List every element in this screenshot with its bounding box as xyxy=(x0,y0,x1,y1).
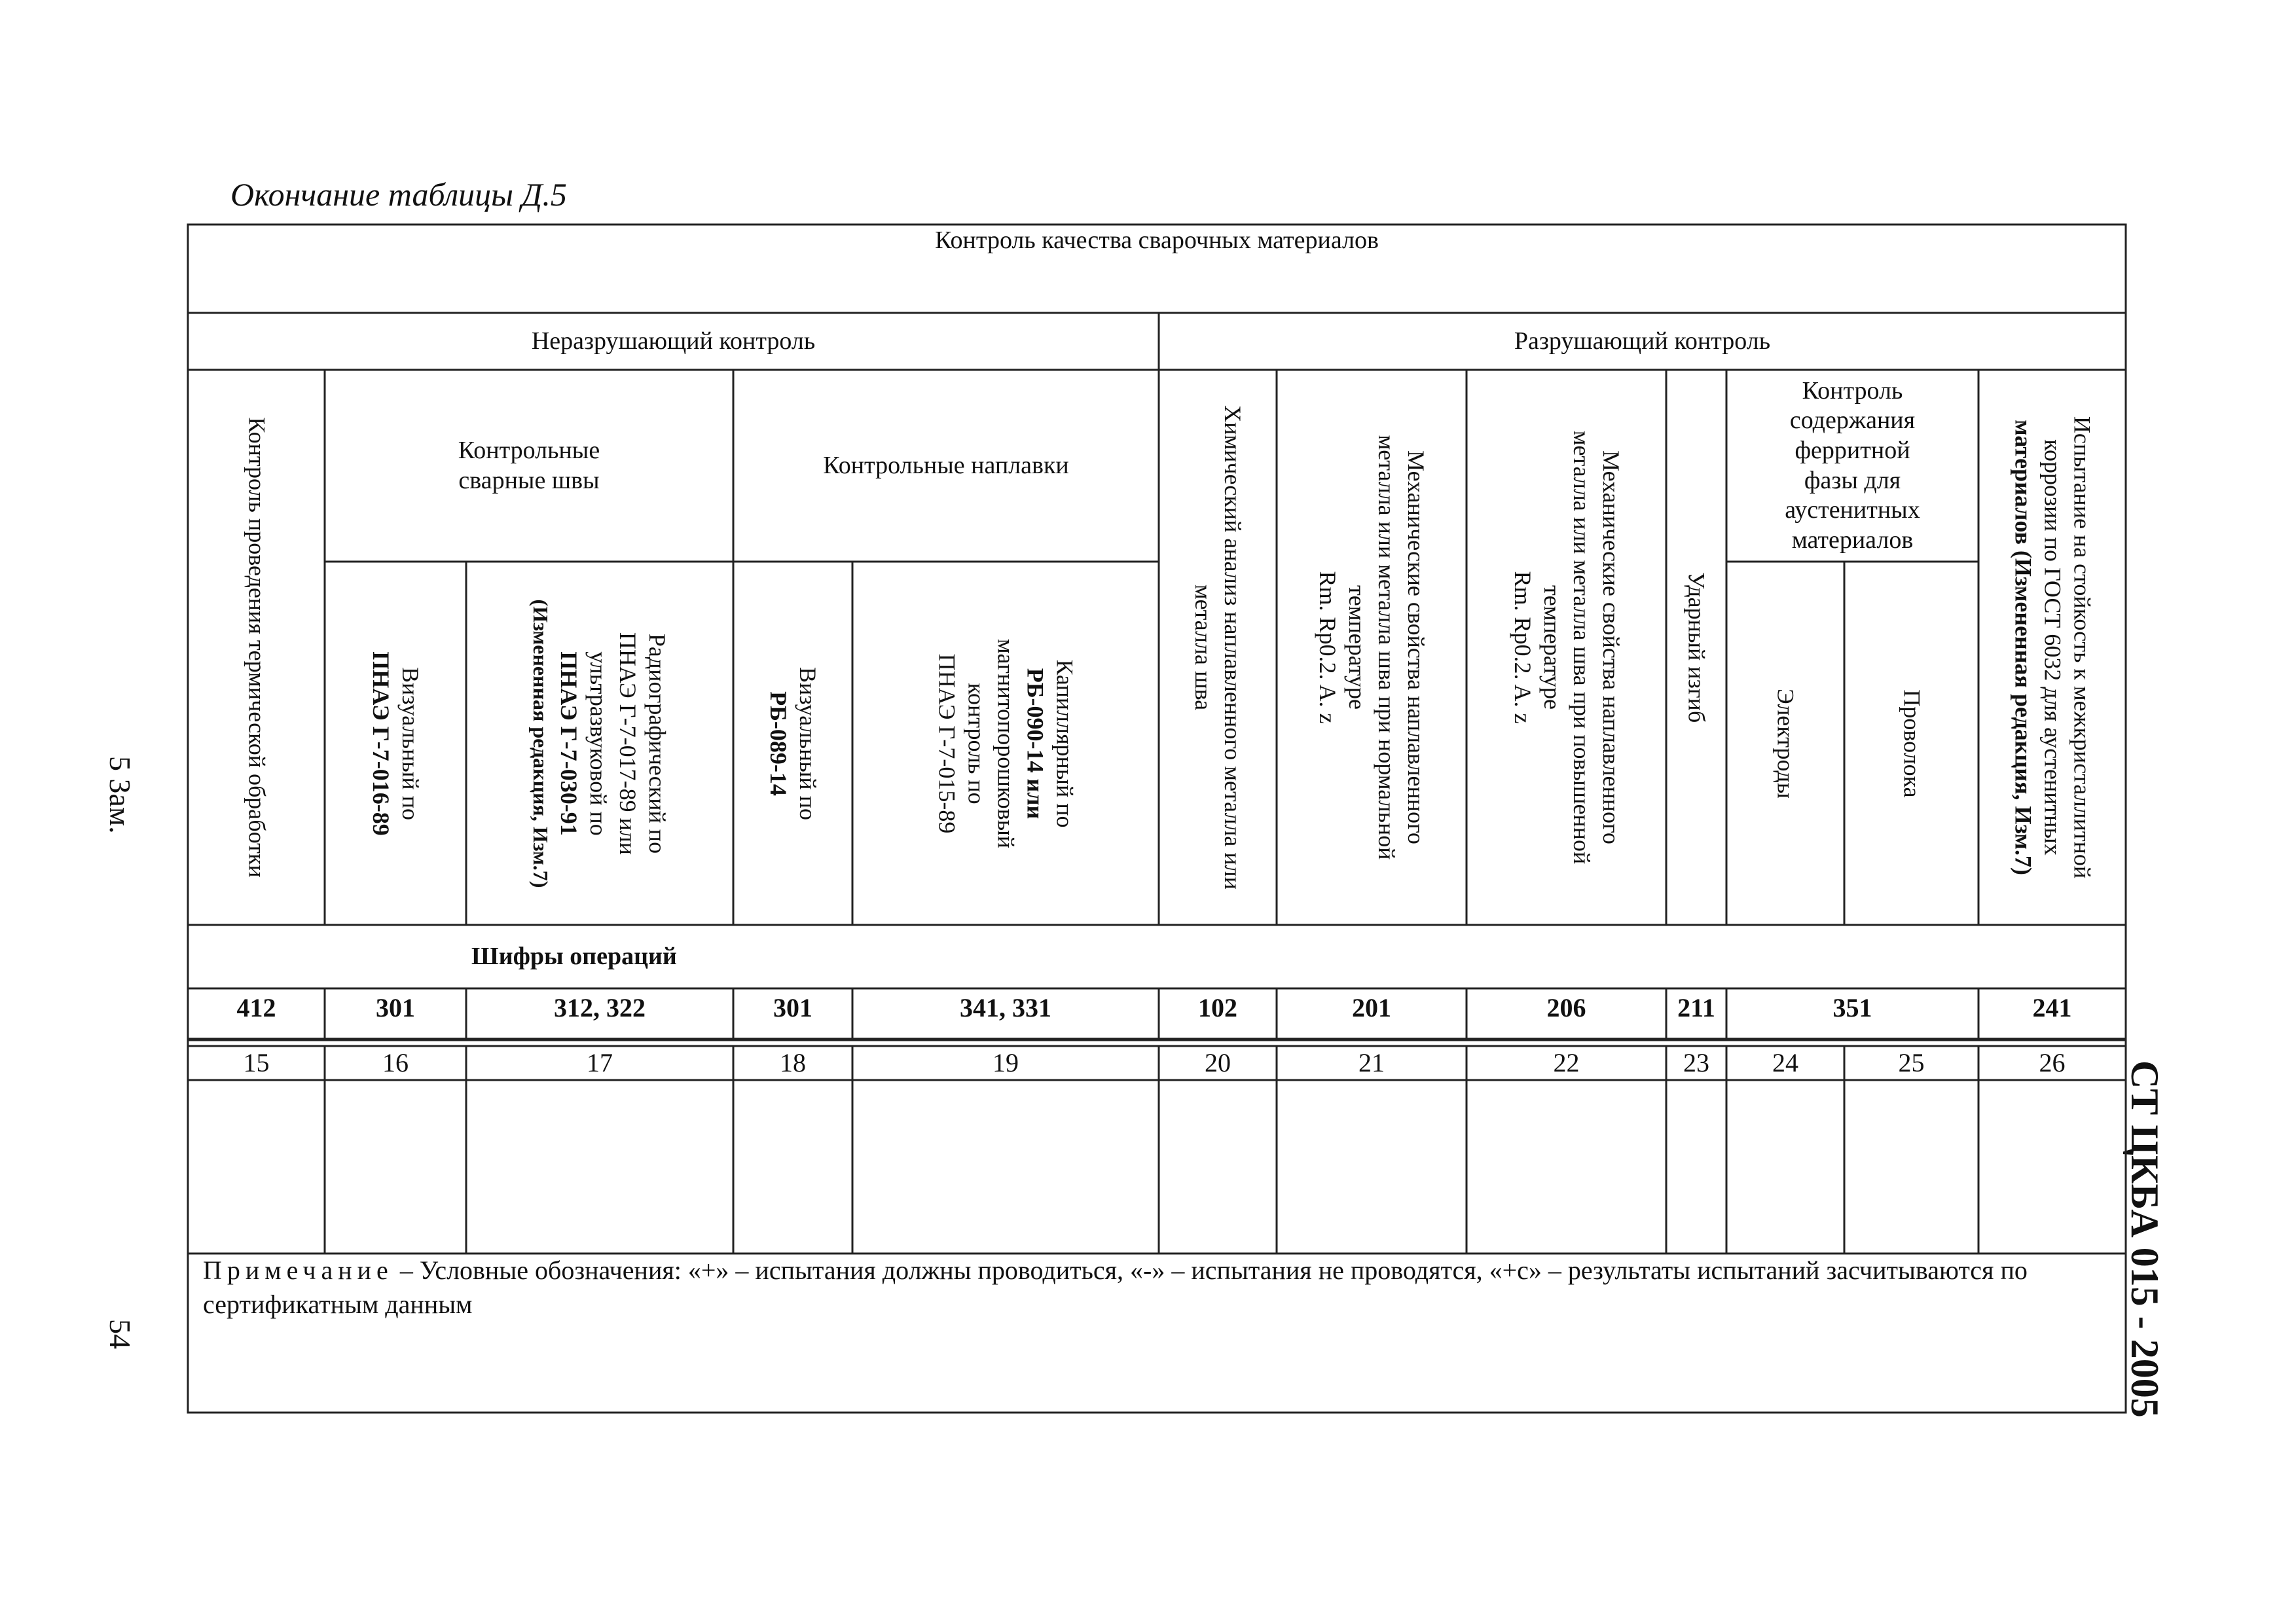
code-cell: 211 xyxy=(1677,993,1715,1022)
header-ferrite: Контроль содержания ферритной фазы для аустенитных материалов xyxy=(1785,376,1920,554)
column-number: 23 xyxy=(1683,1048,1709,1077)
column-number: 21 xyxy=(1358,1048,1385,1077)
code-cell: 312, 322 xyxy=(554,993,646,1022)
column-number: 20 xyxy=(1205,1048,1231,1077)
code-cell: 301 xyxy=(376,993,415,1022)
group-dt: Разрушающий контроль xyxy=(1514,327,1771,355)
column-number: 16 xyxy=(382,1048,409,1077)
column-number: 24 xyxy=(1772,1048,1798,1077)
header-welds: Контрольные сварные швы xyxy=(458,436,600,494)
header-col-17: Радиографический по ПНАЭ Г-7-017-89 или ультразвуковой по ПНАЭ Г-7-030-91 (Измененная редакция, Изм.7) xyxy=(529,599,670,888)
code-cell: 412 xyxy=(236,993,276,1022)
header-col-19: Капиллярный по РБ-090-14 или магнитопорошковый контроль по ПНАЭ Г-7-015-89 xyxy=(934,638,1078,848)
header-col-26: Испытание на стойкость к межкристаллитной коррозии по ГОСТ 6032 для аустенитных материалов (Измененная редакция, Изм.7) xyxy=(2010,416,2095,879)
column-number: 22 xyxy=(1553,1048,1580,1077)
header-col-23: Ударный изгиб xyxy=(1683,571,1710,723)
table-title: Контроль качества сварочных материалов xyxy=(935,226,1379,255)
code-cell: 301 xyxy=(773,993,812,1022)
header-col-16: Визуальный по ПНАЭ Г-7-016-89 xyxy=(368,651,424,836)
header-col-15: Контроль проведения термической обработки xyxy=(244,417,270,878)
column-number: 26 xyxy=(2039,1048,2066,1077)
page-number: 54 xyxy=(103,1319,137,1349)
column-number: 15 xyxy=(243,1048,270,1077)
column-number: 25 xyxy=(1898,1048,1925,1077)
header-col-18: Визуальный по РБ-089-14 xyxy=(765,666,821,820)
column-number: 18 xyxy=(780,1048,806,1077)
table-caption: Окончание таблицы Д.5 xyxy=(230,176,567,213)
table-note: Примечание – Условные обозначения: «+» – испытания должны проводиться, «-» – испытания не проводятся, «+с» – результаты испытаний засчитываются по сертификатным данным xyxy=(203,1255,2028,1319)
column-number: 17 xyxy=(587,1048,613,1077)
header-col-21: Механические свойства наплавленного металла или металла шва при нормальной температуре Rm. Rp0.2. A. z xyxy=(1315,435,1429,860)
code-cell: 206 xyxy=(1546,993,1586,1022)
change-mark: 5 Зам. xyxy=(103,756,137,834)
header-col-25: Проволока xyxy=(1899,689,1925,798)
group-ndt: Неразрушающий контроль xyxy=(531,327,816,355)
header-col-20: Химический анализ наплавленного металла или металла шва xyxy=(1190,405,1246,890)
codes-title: Шифры операций xyxy=(471,942,677,970)
header-col-22: Механические свойства наплавленного металла или металла шва при повышенной температуре Rm. Rp0.2. A. z xyxy=(1509,430,1624,865)
code-cell: 201 xyxy=(1352,993,1391,1022)
header-overlays: Контрольные наплавки xyxy=(823,451,1069,479)
code-cell: 102 xyxy=(1198,993,1237,1022)
column-number: 19 xyxy=(993,1048,1019,1077)
code-cell: 341, 331 xyxy=(960,993,1051,1022)
code-cell: 351 xyxy=(1832,993,1872,1022)
code-cell: 241 xyxy=(2032,993,2072,1022)
header-col-24: Электроды xyxy=(1772,688,1799,799)
